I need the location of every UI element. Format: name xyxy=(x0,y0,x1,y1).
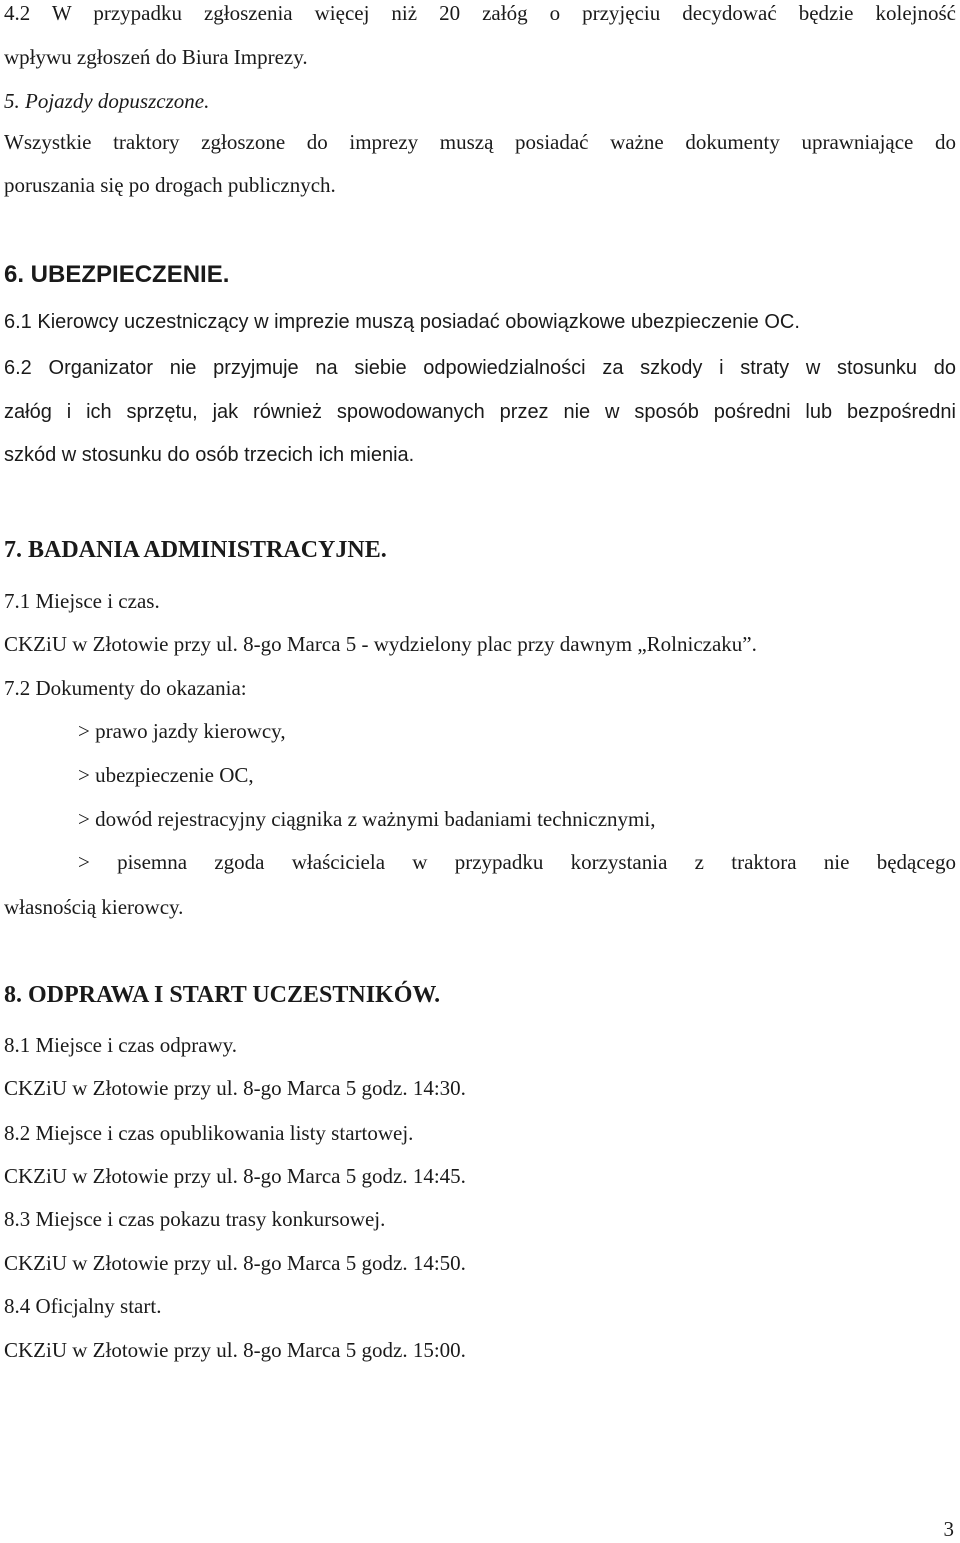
document-item-insurance: > ubezpieczenie OC, xyxy=(78,763,254,787)
section-7-1: 7.1 Miejsce i czas. xyxy=(4,589,160,613)
section-8-2: 8.2 Miejsce i czas opublikowania listy startowej. xyxy=(4,1121,414,1145)
section-6-2-line-2: załóg i ich sprzętu, jak również spowodowanych przez nie w sposób pośredni lub bezpośredni xyxy=(4,401,956,423)
document-item-owner-consent-line-1: > pisemna zgoda właściciela w przypadku korzystania z traktora nie będącego xyxy=(78,850,956,874)
page-number: 3 xyxy=(943,1517,954,1541)
section-8-1-place: CKZiU w Złotowie przy ul. 8-go Marca 5 godz. 14:30. xyxy=(4,1076,466,1100)
section-7-2: 7.2 Dokumenty do okazania: xyxy=(4,676,247,700)
section-8-4: 8.4 Oficjalny start. xyxy=(4,1294,162,1318)
section-8-1: 8.1 Miejsce i czas odprawy. xyxy=(4,1033,238,1057)
section-7-1-place: CKZiU w Złotowie przy ul. 8-go Marca 5 - wydzielony plac przy dawnym „Rolniczaku”. xyxy=(4,632,757,656)
section-5-heading: 5. Pojazdy dopuszczone. xyxy=(4,89,210,113)
section-6-1: 6.1 Kierowcy uczestniczący w imprezie muszą posiadać obowiązkowe ubezpieczenie OC. xyxy=(4,311,800,333)
section-8-4-place: CKZiU w Złotowie przy ul. 8-go Marca 5 godz. 15:00. xyxy=(4,1338,466,1362)
section-4-2-line-2: wpływu zgłoszeń do Biura Imprezy. xyxy=(4,45,308,69)
section-6-2-line-1: 6.2 Organizator nie przyjmuje na siebie odpowiedzialności za szkody i straty w stosunku do xyxy=(4,357,956,379)
section-6-2-line-3: szkód w stosunku do osób trzecich ich mienia. xyxy=(4,444,415,466)
section-8-3-place: CKZiU w Złotowie przy ul. 8-go Marca 5 godz. 14:50. xyxy=(4,1251,466,1275)
document-item-owner-consent-line-2: własnością kierowcy. xyxy=(4,895,184,919)
section-8-heading: 8. ODPRAWA I START UCZESTNIKÓW. xyxy=(4,982,441,1008)
section-8-3: 8.3 Miejsce i czas pokazu trasy konkursowej. xyxy=(4,1207,386,1231)
section-8-2-place: CKZiU w Złotowie przy ul. 8-go Marca 5 godz. 14:45. xyxy=(4,1164,466,1188)
section-5-line-1: Wszystkie traktory zgłoszone do imprezy muszą posiadać ważne dokumenty uprawniające do xyxy=(4,130,956,154)
section-6-heading: 6. UBEZPIECZENIE. xyxy=(4,261,230,288)
section-5-line-2: poruszania się po drogach publicznych. xyxy=(4,173,336,197)
document-item-registration: > dowód rejestracyjny ciągnika z ważnymi badaniami technicznymi, xyxy=(78,807,656,831)
section-7-heading: 7. BADANIA ADMINISTRACYJNE. xyxy=(4,537,387,563)
section-4-2-line-1: 4.2 W przypadku zgłoszenia więcej niż 20 załóg o przyjęciu decydować będzie kolejność xyxy=(4,1,956,25)
document-item-driving-licence: > prawo jazdy kierowcy, xyxy=(78,719,286,743)
